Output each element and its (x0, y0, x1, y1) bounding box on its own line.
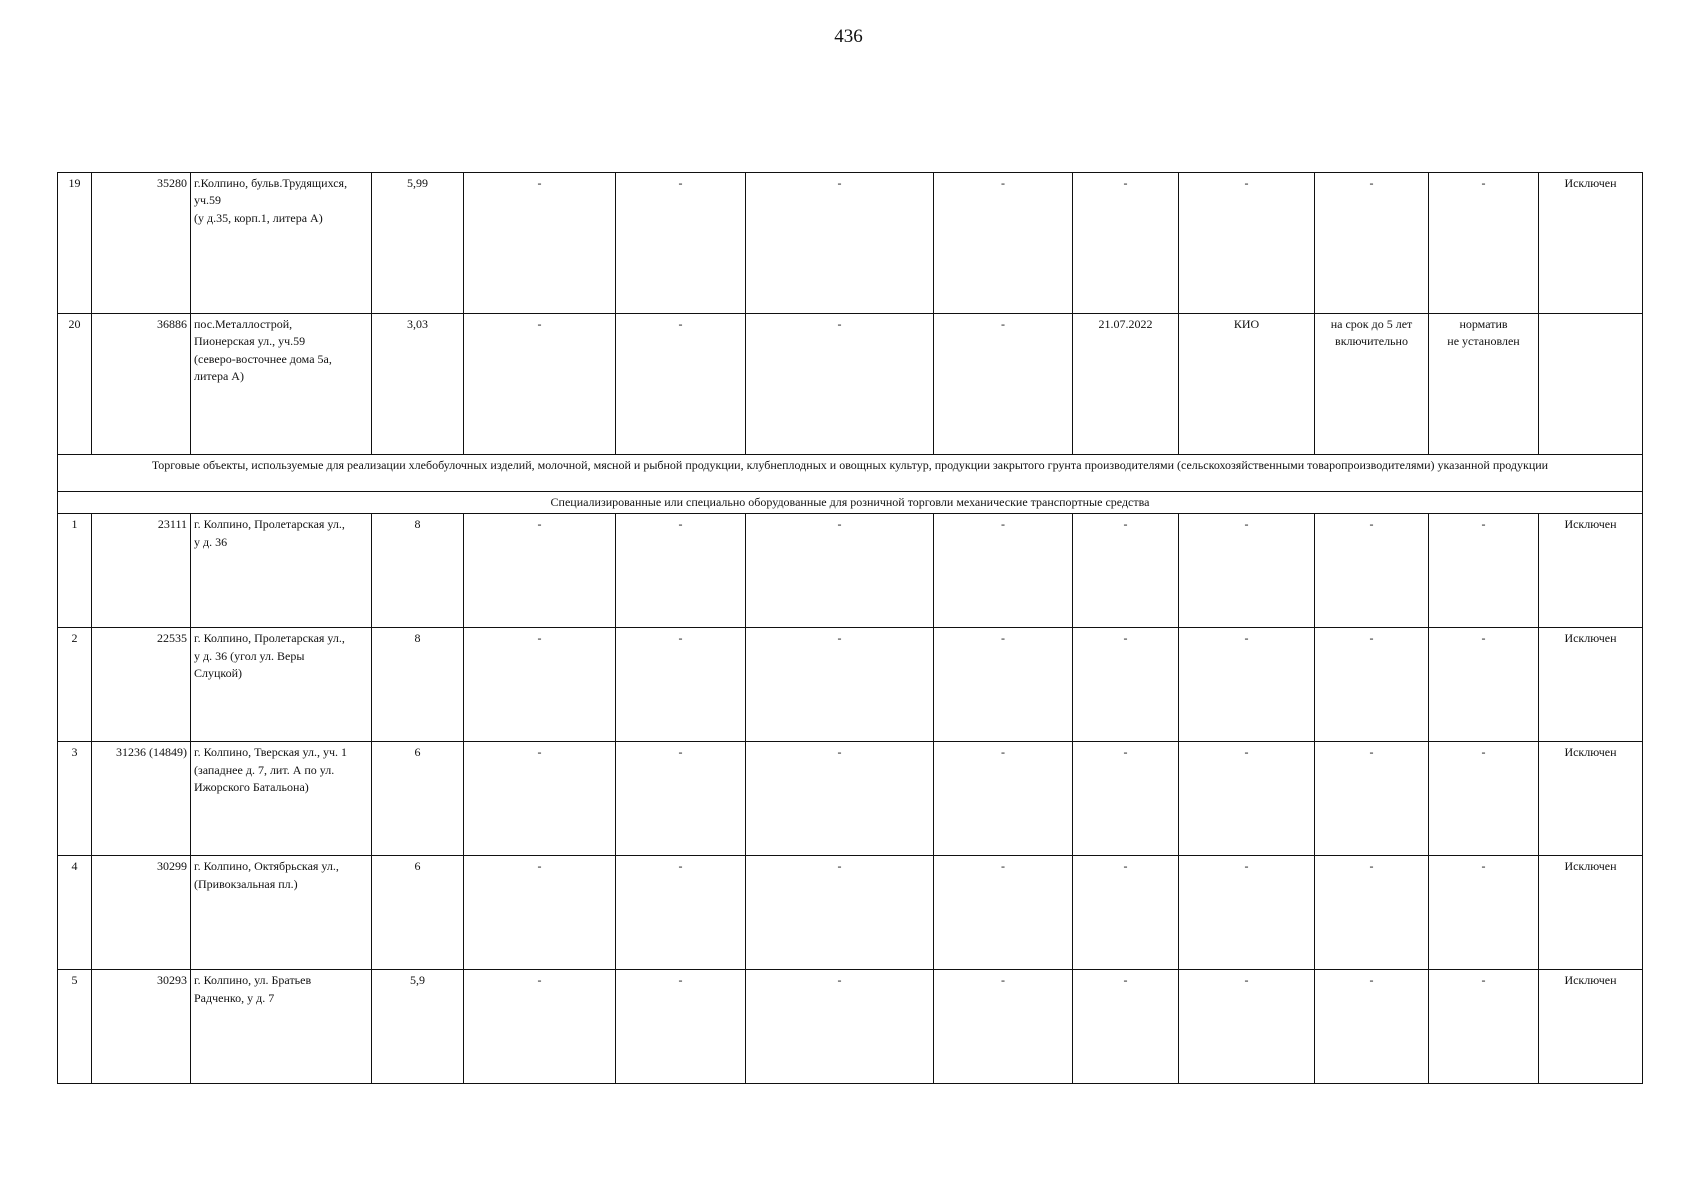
cell: - (616, 628, 746, 742)
cell: - (616, 856, 746, 970)
area: 8 (372, 628, 464, 742)
subsection-heading: Специализированные или специально оборудованные для розничной торговли механические транспортные средства (58, 492, 1643, 514)
object-id: 35280 (92, 173, 191, 314)
cell: - (934, 970, 1073, 1084)
status: Исключен (1539, 856, 1643, 970)
authority: КИО (1179, 314, 1315, 455)
cell: - (464, 628, 616, 742)
cell: - (1073, 742, 1179, 856)
cell: - (1179, 628, 1315, 742)
cell: - (746, 628, 934, 742)
area: 3,03 (372, 314, 464, 455)
section-heading-row (58, 455, 1643, 492)
address: г. Колпино, Пролетарская ул., у д. 36 (191, 514, 372, 628)
status: Исключен (1539, 514, 1643, 628)
object-id: 30293 (92, 970, 191, 1084)
cell: - (464, 856, 616, 970)
cell: - (1073, 856, 1179, 970)
term: на срок до 5 лет включительно (1315, 314, 1429, 455)
address: пос.Металлострой, Пионерская ул., уч.59 (северо-восточнее дома 5а, литера А) (191, 314, 372, 455)
subsection-heading-row (58, 492, 1643, 514)
cell: - (746, 514, 934, 628)
cell: - (1073, 628, 1179, 742)
cell: - (464, 173, 616, 314)
registry-table (57, 172, 1643, 1084)
cell: - (464, 314, 616, 455)
object-id: 23111 (92, 514, 191, 628)
cell: - (746, 970, 934, 1084)
cell: - (746, 856, 934, 970)
object-id: 36886 (92, 314, 191, 455)
row-number: 5 (58, 970, 92, 1084)
cell: - (1315, 514, 1429, 628)
cell: - (1315, 173, 1429, 314)
status: Исключен (1539, 742, 1643, 856)
table-row (58, 970, 1643, 1084)
cell: - (616, 173, 746, 314)
cell: - (934, 856, 1073, 970)
cell: - (1179, 856, 1315, 970)
table-row (58, 628, 1643, 742)
cell: - (934, 628, 1073, 742)
cell: - (746, 314, 934, 455)
table-row (58, 514, 1643, 628)
cell: - (616, 970, 746, 1084)
status: Исключен (1539, 173, 1643, 314)
cell: - (1315, 856, 1429, 970)
table-row (58, 314, 1643, 455)
cell: - (1429, 856, 1539, 970)
area: 6 (372, 742, 464, 856)
status (1539, 314, 1643, 455)
status: Исключен (1539, 970, 1643, 1084)
cell: - (1315, 628, 1429, 742)
cell: - (746, 742, 934, 856)
area: 6 (372, 856, 464, 970)
row-number: 1 (58, 514, 92, 628)
address: г. Колпино, Октябрьская ул., (Привокзальная пл.) (191, 856, 372, 970)
row-number: 20 (58, 314, 92, 455)
cell: - (1179, 742, 1315, 856)
cell: - (934, 514, 1073, 628)
cell: - (934, 314, 1073, 455)
cell: - (1179, 970, 1315, 1084)
section-heading: Торговые объекты, используемые для реализации хлебобулочных изделий, молочной, мясной и рыбной продукции, клубнеплодных и овощных культур, продукции закрытого грунта производителями (сельскохозяйственными товаропроизводителями) указанной продукции (58, 455, 1643, 492)
row-number: 19 (58, 173, 92, 314)
object-id: 30299 (92, 856, 191, 970)
cell: - (1073, 514, 1179, 628)
cell: - (1429, 970, 1539, 1084)
cell: - (464, 970, 616, 1084)
area: 5,99 (372, 173, 464, 314)
cell: - (1315, 970, 1429, 1084)
cell: - (616, 514, 746, 628)
decision-date: 21.07.2022 (1073, 314, 1179, 455)
cell: - (464, 514, 616, 628)
norm: норматив не установлен (1429, 314, 1539, 455)
address: г.Колпино, бульв.Трудящихся, уч.59 (у д.35, корп.1, литера А) (191, 173, 372, 314)
cell: - (1073, 173, 1179, 314)
cell: - (1429, 742, 1539, 856)
cell: - (464, 742, 616, 856)
table-row (58, 742, 1643, 856)
row-number: 4 (58, 856, 92, 970)
cell: - (1429, 514, 1539, 628)
row-number: 2 (58, 628, 92, 742)
address: г. Колпино, Пролетарская ул., у д. 36 (угол ул. Веры Слуцкой) (191, 628, 372, 742)
cell: - (746, 173, 934, 314)
object-id: 22535 (92, 628, 191, 742)
cell: - (934, 173, 1073, 314)
address: г. Колпино, ул. Братьев Радченко, у д. 7 (191, 970, 372, 1084)
cell: - (1179, 514, 1315, 628)
object-id: 31236 (14849) (92, 742, 191, 856)
cell: - (616, 742, 746, 856)
table-row (58, 173, 1643, 314)
status: Исключен (1539, 628, 1643, 742)
cell: - (1315, 742, 1429, 856)
row-number: 3 (58, 742, 92, 856)
cell: - (1429, 173, 1539, 314)
cell: - (616, 314, 746, 455)
cell: - (934, 742, 1073, 856)
cell: - (1179, 173, 1315, 314)
area: 5,9 (372, 970, 464, 1084)
address: г. Колпино, Тверская ул., уч. 1 (западнее д. 7, лит. А по ул. Ижорского Батальона) (191, 742, 372, 856)
page-number: 436 (834, 26, 863, 47)
cell: - (1429, 628, 1539, 742)
cell: - (1073, 970, 1179, 1084)
area: 8 (372, 514, 464, 628)
table-row (58, 856, 1643, 970)
